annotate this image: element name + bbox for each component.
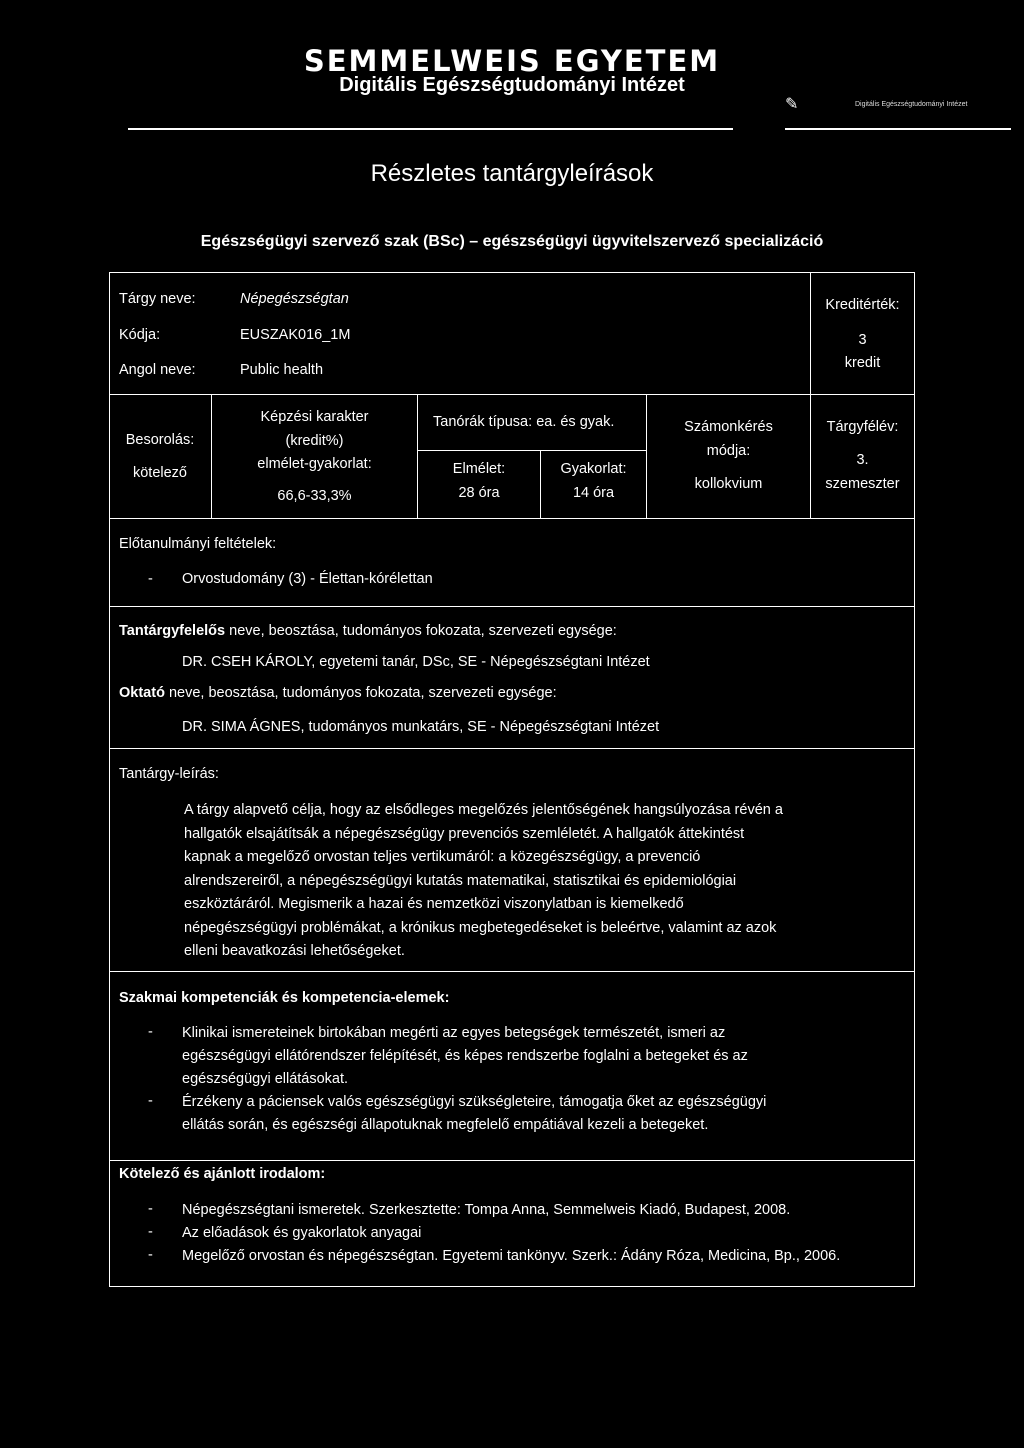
description-line: elleni beavatkozási lehetőségeket. bbox=[184, 943, 405, 959]
list-dash: - bbox=[148, 571, 153, 587]
teacher-details: , tudományos munkatárs, SE - Népegészségtani Intézet bbox=[300, 719, 660, 735]
subject-code: EUSZAK016_1M bbox=[240, 327, 351, 343]
description-line: eszköztáráról. Megismerik a hazai és nemzetközi viszonylatban is kiemelkedő bbox=[184, 896, 684, 912]
list-dash: - bbox=[148, 1093, 153, 1109]
responsible-name: DR. CSEH KÁROLY bbox=[182, 654, 312, 670]
credit-label: Kreditérték: bbox=[825, 297, 900, 313]
responsible-label bbox=[119, 623, 617, 640]
exam-line1: Számonkérés bbox=[684, 419, 773, 435]
competency-line: ellátás során, és egészségi állapotuknak megfelelő empátiával kezeli a betegeket. bbox=[182, 1117, 709, 1133]
description-text bbox=[184, 799, 831, 964]
table-divider bbox=[109, 518, 914, 519]
table-divider bbox=[109, 971, 914, 972]
description-line: kapnak a megelőző orvostan teljes vertikumáról: a közegészségügy, a prevenció bbox=[184, 849, 701, 865]
credit-value: 3 bbox=[858, 332, 867, 348]
list-dash: - bbox=[148, 1247, 153, 1263]
practice-value: 14 óra bbox=[572, 485, 615, 501]
table-divider bbox=[109, 1160, 914, 1161]
english-name-label: Angol neve: bbox=[119, 362, 196, 378]
page-title: Részletes tantárgyleírások bbox=[370, 160, 654, 187]
responsible-person bbox=[182, 654, 650, 671]
pen-logo-icon: ✎ bbox=[785, 96, 799, 113]
list-dash: - bbox=[148, 1224, 153, 1240]
competency-line: Érzékeny a páciensek valós egészségügyi szükségleteire, támogatja őket az egészségügyi bbox=[182, 1094, 767, 1110]
semester-label: Tárgyfélév: bbox=[826, 419, 899, 435]
table-divider bbox=[417, 450, 646, 451]
subject-name-label: Tárgy neve: bbox=[119, 291, 196, 307]
teacher-label bbox=[119, 685, 557, 702]
semester-unit: szemeszter bbox=[825, 476, 900, 492]
training-character-line1: Képzési karakter bbox=[260, 409, 369, 425]
teacher-label-bold: Oktató bbox=[119, 685, 165, 701]
program-title: Egészségügyi szervező szak (BSc) – egészségügyi ügyvitelszervező specializáció bbox=[200, 233, 824, 250]
table-divider bbox=[109, 748, 914, 749]
competency-item bbox=[182, 1022, 831, 1091]
prerequisite-item: Orvostudomány (3) - Élettan-kórélettan bbox=[182, 571, 433, 587]
literature-item: Népegészségtani ismeretek. Szerkesztette: Tompa Anna, Semmelweis Kiadó, Budapest, 2008. bbox=[182, 1202, 791, 1218]
lesson-type-label: Tanórák típusa: bbox=[433, 414, 533, 430]
theory-label: Elmélet: bbox=[452, 461, 506, 477]
exam-value: kollokvium bbox=[694, 476, 763, 492]
credit-unit: kredit bbox=[844, 355, 881, 371]
list-dash: - bbox=[148, 1024, 153, 1040]
description-line: A tárgy alapvető célja, hogy az elsődleges megelőzés jelentőségének hangsúlyozása révén a bbox=[184, 802, 783, 818]
classification-value: kötelező bbox=[132, 465, 187, 481]
responsible-label-rest: neve, beosztása, tudományos fokozata, szervezeti egysége: bbox=[225, 623, 617, 639]
lesson-type bbox=[433, 414, 614, 431]
exam-line2: módja: bbox=[706, 443, 751, 459]
teacher-person bbox=[182, 719, 659, 736]
description-line: népegészségügyi problémákat, a krónikus megbetegedéseket is beleértve, valamint az azok bbox=[184, 919, 777, 936]
description-label: Tantárgy-leírás: bbox=[119, 766, 219, 782]
description-line: alrendszereiről, a népegészségügyi kutatás matematikai, statisztikai és epidemiológiai bbox=[184, 872, 737, 889]
classification-label: Besorolás: bbox=[125, 432, 195, 448]
university-name: SEMMELWEIS EGYETEM bbox=[303, 44, 721, 78]
theory-value: 28 óra bbox=[458, 485, 500, 501]
training-character-line3: elmélet-gyakorlat: bbox=[257, 456, 372, 472]
table-divider bbox=[109, 394, 914, 395]
subject-name: Népegészségtan bbox=[240, 291, 349, 307]
literature-item: Az előadások és gyakorlatok anyagai bbox=[182, 1225, 422, 1241]
header-mini-institute: Digitális Egészségtudományi Intézet bbox=[855, 101, 968, 108]
header-rule-left bbox=[128, 128, 733, 130]
training-character-value: 66,6-33,3% bbox=[277, 488, 352, 504]
responsible-label-bold: Tantárgyfelelős bbox=[119, 623, 226, 639]
institute-name: Digitális Egészségtudományi Intézet bbox=[339, 74, 685, 96]
table-divider bbox=[109, 606, 914, 607]
semester-value: 3. bbox=[856, 452, 869, 468]
description-line: hallgatók elsajátítsák a népegészségügy prevenciós szemléletét. A hallgatók áttekintést bbox=[184, 825, 745, 842]
competency-line: egészségügyi ellátásokat. bbox=[182, 1071, 349, 1087]
literature-label: Kötelező és ajánlott irodalom: bbox=[119, 1166, 326, 1182]
lesson-type-value: ea. és gyak. bbox=[536, 414, 615, 430]
training-character-line2: (kredit%) bbox=[285, 433, 344, 449]
english-name: Public health bbox=[240, 362, 324, 378]
prerequisites-label: Előtanulmányi feltételek: bbox=[119, 536, 277, 552]
practice-label: Gyakorlat: bbox=[560, 461, 627, 477]
teacher-name: DR. SIMA ÁGNES bbox=[182, 719, 301, 735]
competency-line: egészségügyi ellátórendszer felépítését, és képes rendszerbe foglalni a betegeket és az bbox=[182, 1048, 748, 1064]
subject-code-label: Kódja: bbox=[119, 327, 161, 343]
competencies-label: Szakmai kompetenciák és kompetencia-elemek: bbox=[119, 990, 450, 1006]
responsible-details: , egyetemi tanár, DSc, SE - Népegészségtani Intézet bbox=[311, 654, 650, 670]
teacher-label-rest: neve, beosztása, tudományos fokozata, szervezeti egysége: bbox=[164, 685, 557, 701]
list-dash: - bbox=[148, 1201, 153, 1217]
literature-item: Megelőző orvostan és népegészségtan. Egyetemi tankönyv. Szerk.: Ádány Róza, Medicina, Bp., 2006. bbox=[182, 1248, 841, 1264]
competency-item bbox=[182, 1091, 831, 1137]
header-rule-right bbox=[785, 128, 1011, 130]
competency-line: Klinikai ismereteinek birtokában megérti az egyes betegségek természetét, ismeri az bbox=[182, 1025, 726, 1041]
